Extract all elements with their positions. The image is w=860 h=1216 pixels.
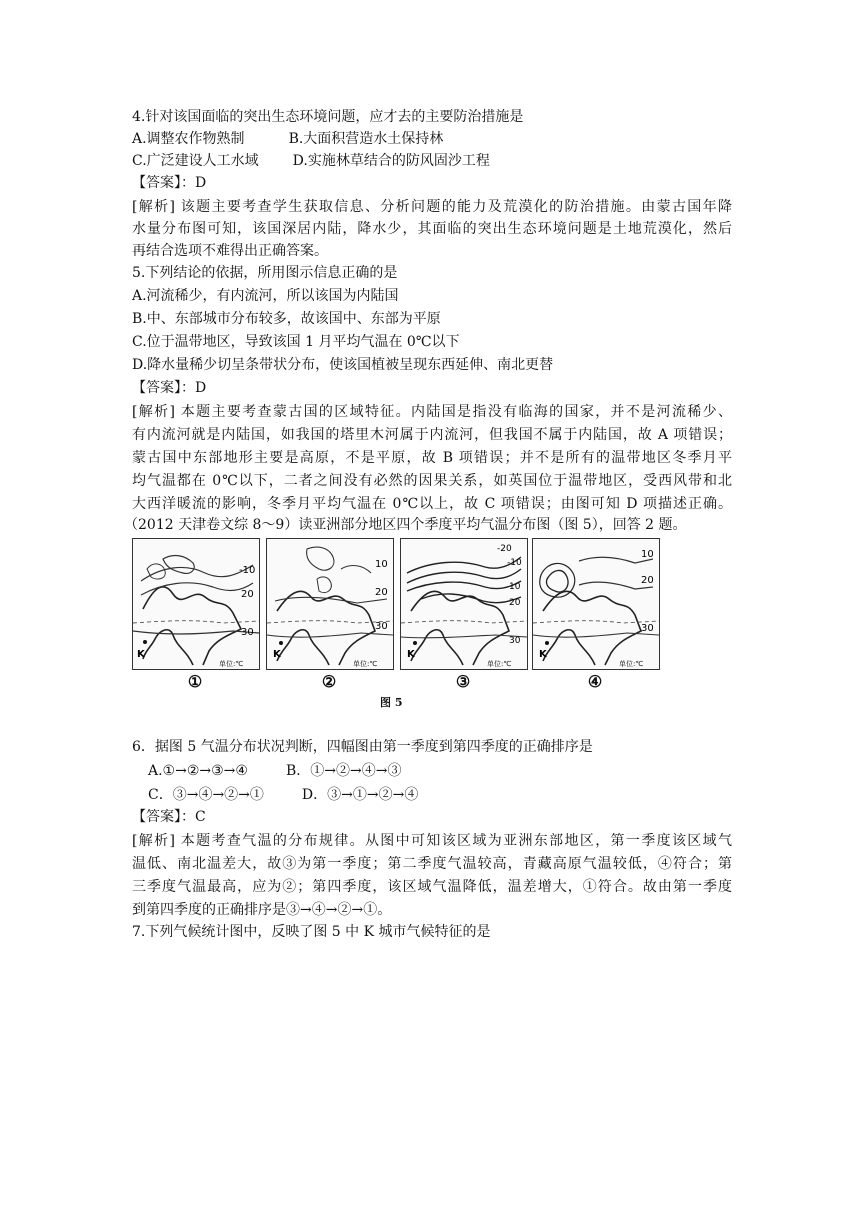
q4-analysis-line: [解析] 该题主要考查学生获取信息、分析问题的能力及荒漠化的防治措施。由蒙古国年降 xyxy=(132,199,732,215)
isotherm-label: 10 xyxy=(509,582,521,592)
q7-stem: 7.下列气候统计图中，反映了图 5 中 K 城市气候特征的是 xyxy=(132,924,491,940)
q5-analysis-line: 有内流河就是内陆国，如我国的塔里木河属于内流河，但我国不属于内陆国，故 A 项错误； xyxy=(132,427,732,443)
panel-label: ① xyxy=(187,672,203,691)
q6-option-c: C．③→④→②→① xyxy=(148,787,264,803)
unit-label: 单位:℃ xyxy=(619,660,644,668)
isotherm-label: 30 xyxy=(641,623,654,634)
q5-answer: 【答案】：D xyxy=(132,380,207,396)
q4-answer: 【答案】：D xyxy=(132,175,207,191)
panel-label: ④ xyxy=(587,672,603,691)
q6-options-row1 xyxy=(148,760,748,782)
q6-option-b: B．①→②→④→③ xyxy=(285,763,402,779)
q6-stem: 6．据图 5 气温分布状况判断，四幅图由第一季度到第四季度的正确排序是 xyxy=(132,739,593,755)
q6-options-row2 xyxy=(148,784,748,806)
isotherm-label: 20 xyxy=(241,589,254,600)
q6-analysis-line: [解析] 本题考查气温的分布规律。从图中可知该区域为亚洲东部地区，第一季度该区域气 xyxy=(132,833,732,849)
q5-option-b: B.中、东部城市分布较多，故该国中、东部为平原 xyxy=(132,311,441,327)
isotherm-label: 20 xyxy=(641,575,654,586)
isotherm-label: 20 xyxy=(509,598,521,608)
q4-option-c: C.广泛建设人工水域 xyxy=(132,153,259,169)
isotherm-label: 20 xyxy=(375,587,388,598)
unit-label: 单位:℃ xyxy=(487,660,512,668)
q5-analysis-line: 均气温都在 0℃以下，二者之间没有必然的因果关系，如英国位于温带地区，受西风带和北 xyxy=(132,473,732,489)
city-k-label: K xyxy=(137,649,145,660)
q4-stem: 4.针对该国面临的突出生态环境问题，应才去的主要防治措施是 xyxy=(132,109,524,125)
q6-option-d: D．③→①→②→④ xyxy=(301,787,419,803)
q6-answer: 【答案】：C xyxy=(132,809,206,825)
map-panel xyxy=(400,538,528,670)
figure-caption: 图 5 xyxy=(380,696,403,709)
panel-label: ③ xyxy=(455,672,471,691)
isotherm-label: 10 xyxy=(375,559,388,570)
q6-analysis-line: 三季度气温最高，应为②；第四季度，该区域气温降低，温差增大，①符合。故由第一季度 xyxy=(132,879,732,895)
q4-options-row1 xyxy=(132,128,732,150)
q5-option-a: A.河流稀少，有内流河，所以该国为内陆国 xyxy=(132,288,399,304)
unit-label: 单位:℃ xyxy=(353,660,378,668)
section-intro: （2012 天津卷文综 8～9）读亚洲部分地区四个季度平均气温分布图（图 5），回答 2 题。 xyxy=(124,517,687,533)
q6-option-a: A.①→②→③→④ xyxy=(148,763,248,779)
isotherm-label: 30 xyxy=(375,621,388,632)
q4-analysis-line: 再结合选项不难得出正确答案。 xyxy=(132,243,328,259)
q5-stem: 5.下列结论的依据，所用图示信息正确的是 xyxy=(132,265,398,281)
isotherm-label: -20 xyxy=(497,544,512,554)
q4-options-row2 xyxy=(132,150,732,172)
figure-5 xyxy=(132,538,662,708)
q6-analysis-line: 到第四季度的正确排序是③→④→②→①。 xyxy=(132,902,392,918)
isotherm-label: -10 xyxy=(507,558,522,568)
isotherm-label: 30 xyxy=(241,627,254,638)
city-k-label: K xyxy=(407,649,415,660)
q4-option-a: A.调整农作物熟制 xyxy=(132,131,245,147)
q6-analysis-line: 温低、南北温差大，故③为第一季度；第二季度气温较高，青藏高原气温较低，④符合；第 xyxy=(132,856,732,872)
isotherm-label: 30 xyxy=(509,636,521,646)
q4-option-b: B.大面积营造水土保持林 xyxy=(288,131,444,147)
isotherm-label: -10 xyxy=(239,565,256,576)
map-panel xyxy=(532,538,660,670)
q5-analysis-line: 大西洋暖流的影响，冬季月平均气温在 0℃以上，故 C 项错误；由图可知 D 项描述正确。 xyxy=(132,496,732,512)
q5-analysis-line: 蒙古国中东部地形主要是高原，不是平原，故 B 项错误；并不是所有的温带地区冬季月平 xyxy=(132,450,732,466)
q4-option-d: D.实施林草结合的防风固沙工程 xyxy=(292,153,490,169)
q5-analysis-line: [解析] 本题主要考查蒙古国的区域特征。内陆国是指没有临海的国家，并不是河流稀少、 xyxy=(132,404,732,420)
q4-analysis-line: 水量分布图可知，该国深居内陆，降水少，其面临的突出生态环境问题是土地荒漠化，然后 xyxy=(132,221,732,237)
map-panel xyxy=(132,538,260,670)
map-panel xyxy=(266,538,394,670)
q5-option-d: D.降水量稀少切呈条带状分布，使该国植被呈现东西延伸、南北更替 xyxy=(132,357,554,373)
panel-label: ② xyxy=(321,672,337,691)
unit-label: 单位:℃ xyxy=(219,660,244,668)
city-k-label: K xyxy=(273,649,281,660)
isotherm-label: 10 xyxy=(641,549,654,560)
q5-option-c: C.位于温带地区，导致该国 1 月平均气温在 0℃以下 xyxy=(132,334,460,350)
city-k-label: K xyxy=(539,649,547,660)
